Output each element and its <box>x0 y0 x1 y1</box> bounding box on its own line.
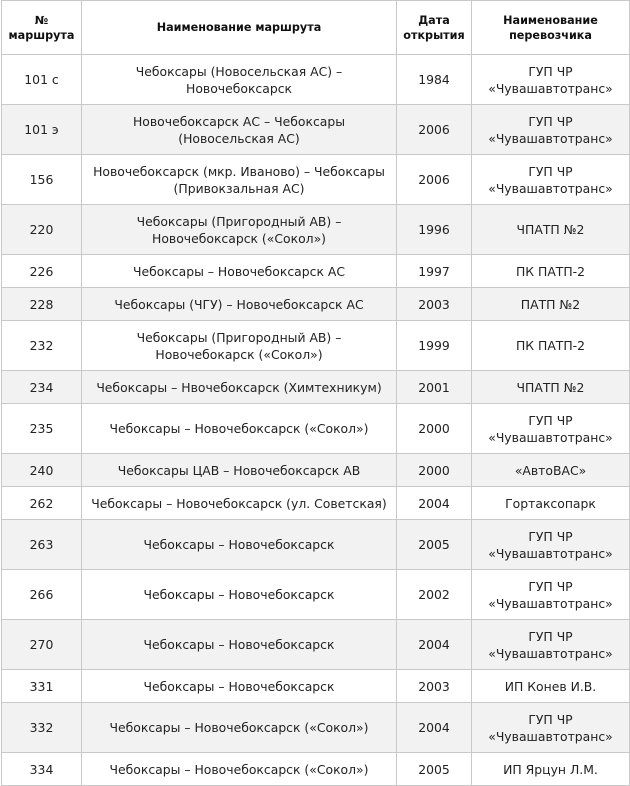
route-number-cell: 232 <box>2 321 82 371</box>
carrier-cell: ГУП ЧР «Чувашавтотранс» <box>472 404 630 454</box>
route-number-cell: 262 <box>2 487 82 520</box>
carrier-cell: ИП Конев И.В. <box>472 670 630 703</box>
table-row <box>2 205 630 255</box>
carrier-cell: ПАТП №2 <box>472 288 630 321</box>
route-name-cell: Чебоксары (Пригородный АВ) – Новочебоксарск («Сокол») <box>82 205 397 255</box>
opening-year-cell: 1984 <box>397 55 472 105</box>
table-row <box>2 404 630 454</box>
opening-year-cell: 2005 <box>397 753 472 786</box>
table-row <box>2 753 630 786</box>
route-number-cell: 234 <box>2 371 82 404</box>
table-row <box>2 520 630 570</box>
carrier-cell: ГУП ЧР «Чувашавтотранс» <box>472 703 630 753</box>
carrier-cell: «АвтоВАС» <box>472 454 630 487</box>
carrier-cell: ПК ПАТП-2 <box>472 255 630 288</box>
opening-year-cell: 2004 <box>397 620 472 670</box>
header-route-number-label: № маршрута <box>8 13 75 42</box>
opening-year-cell: 2001 <box>397 371 472 404</box>
opening-year-cell: 1999 <box>397 321 472 371</box>
carrier-cell: ГУП ЧР «Чувашавтотранс» <box>472 620 630 670</box>
header-carrier-label: Наименование перевозчика <box>503 13 598 42</box>
route-name-cell: Чебоксары (Новосельская АС) – Новочебоксарск <box>82 55 397 105</box>
table-row <box>2 371 630 404</box>
route-number-cell: 101 с <box>2 55 82 105</box>
route-name-cell: Чебоксары – Новочебоксарск <box>82 670 397 703</box>
route-number-cell: 226 <box>2 255 82 288</box>
header-route-name <box>82 1 397 55</box>
table-row <box>2 620 630 670</box>
route-number-cell: 334 <box>2 753 82 786</box>
opening-year-cell: 1997 <box>397 255 472 288</box>
header-route-name-label: Наименование маршрута <box>156 21 322 34</box>
table-row <box>2 487 630 520</box>
route-name-cell: Чебоксары – Новочебоксарск («Сокол») <box>82 703 397 753</box>
table-row <box>2 321 630 371</box>
route-name-cell: Чебоксары – Новочебоксарск <box>82 620 397 670</box>
routes-table <box>1 0 630 786</box>
opening-year-cell: 2005 <box>397 520 472 570</box>
carrier-cell: ГУП ЧР «Чувашавтотранс» <box>472 155 630 205</box>
table-header-row <box>2 1 630 55</box>
route-name-cell: Чебоксары (Пригородный АВ) – Новочебокарск («Сокол») <box>82 321 397 371</box>
header-opening-date-label: Дата открытия <box>403 13 465 42</box>
route-name-cell: Чебоксары – Новочебоксарск АС <box>82 255 397 288</box>
opening-year-cell: 2000 <box>397 454 472 487</box>
opening-year-cell: 2003 <box>397 288 472 321</box>
table-row <box>2 105 630 155</box>
route-number-cell: 156 <box>2 155 82 205</box>
table-row <box>2 670 630 703</box>
route-number-cell: 101 э <box>2 105 82 155</box>
route-number-cell: 235 <box>2 404 82 454</box>
route-name-cell: Новочебоксарск (мкр. Иваново) – Чебоксары (Привокзальная АС) <box>82 155 397 205</box>
table-row <box>2 454 630 487</box>
route-name-cell: Чебоксары – Новочебоксарск (ул. Советская) <box>82 487 397 520</box>
route-number-cell: 220 <box>2 205 82 255</box>
carrier-cell: ГУП ЧР «Чувашавтотранс» <box>472 520 630 570</box>
route-name-cell: Чебоксары – Новочебоксарск («Сокол») <box>82 753 397 786</box>
table-row <box>2 255 630 288</box>
route-name-cell: Чебоксары – Новочебоксарск <box>82 520 397 570</box>
carrier-cell: ПК ПАТП-2 <box>472 321 630 371</box>
carrier-cell: ГУП ЧР «Чувашавтотранс» <box>472 570 630 620</box>
opening-year-cell: 1996 <box>397 205 472 255</box>
header-carrier <box>472 1 630 55</box>
opening-year-cell: 2002 <box>397 570 472 620</box>
table-row <box>2 703 630 753</box>
route-number-cell: 228 <box>2 288 82 321</box>
table-row <box>2 155 630 205</box>
route-name-cell: Чебоксары ЦАВ – Новочебоксарск АВ <box>82 454 397 487</box>
route-number-cell: 331 <box>2 670 82 703</box>
carrier-cell: ГУП ЧР «Чувашавтотранс» <box>472 105 630 155</box>
carrier-cell: Гортаксопарк <box>472 487 630 520</box>
opening-year-cell: 2004 <box>397 703 472 753</box>
table-row <box>2 570 630 620</box>
route-number-cell: 266 <box>2 570 82 620</box>
route-name-cell: Новочебоксарск АС – Чебоксары (Новосельская АС) <box>82 105 397 155</box>
table-row <box>2 55 630 105</box>
opening-year-cell: 2006 <box>397 105 472 155</box>
route-number-cell: 270 <box>2 620 82 670</box>
carrier-cell: ИП Ярцун Л.М. <box>472 753 630 786</box>
header-opening-date <box>397 1 472 55</box>
carrier-cell: ЧПАТП №2 <box>472 205 630 255</box>
carrier-cell: ЧПАТП №2 <box>472 371 630 404</box>
route-name-cell: Чебоксары – Новочебоксарск <box>82 570 397 620</box>
table-row <box>2 288 630 321</box>
route-name-cell: Чебоксары – Новочебоксарск («Сокол») <box>82 404 397 454</box>
opening-year-cell: 2006 <box>397 155 472 205</box>
route-number-cell: 332 <box>2 703 82 753</box>
header-route-number <box>2 1 82 55</box>
route-name-cell: Чебоксары – Нвочебоксарск (Химтехникум) <box>82 371 397 404</box>
route-number-cell: 240 <box>2 454 82 487</box>
route-number-cell: 263 <box>2 520 82 570</box>
opening-year-cell: 2004 <box>397 487 472 520</box>
table-body <box>2 55 630 786</box>
carrier-cell: ГУП ЧР «Чувашавтотранс» <box>472 55 630 105</box>
opening-year-cell: 2000 <box>397 404 472 454</box>
route-name-cell: Чебоксары (ЧГУ) – Новочебоксарск АС <box>82 288 397 321</box>
opening-year-cell: 2003 <box>397 670 472 703</box>
